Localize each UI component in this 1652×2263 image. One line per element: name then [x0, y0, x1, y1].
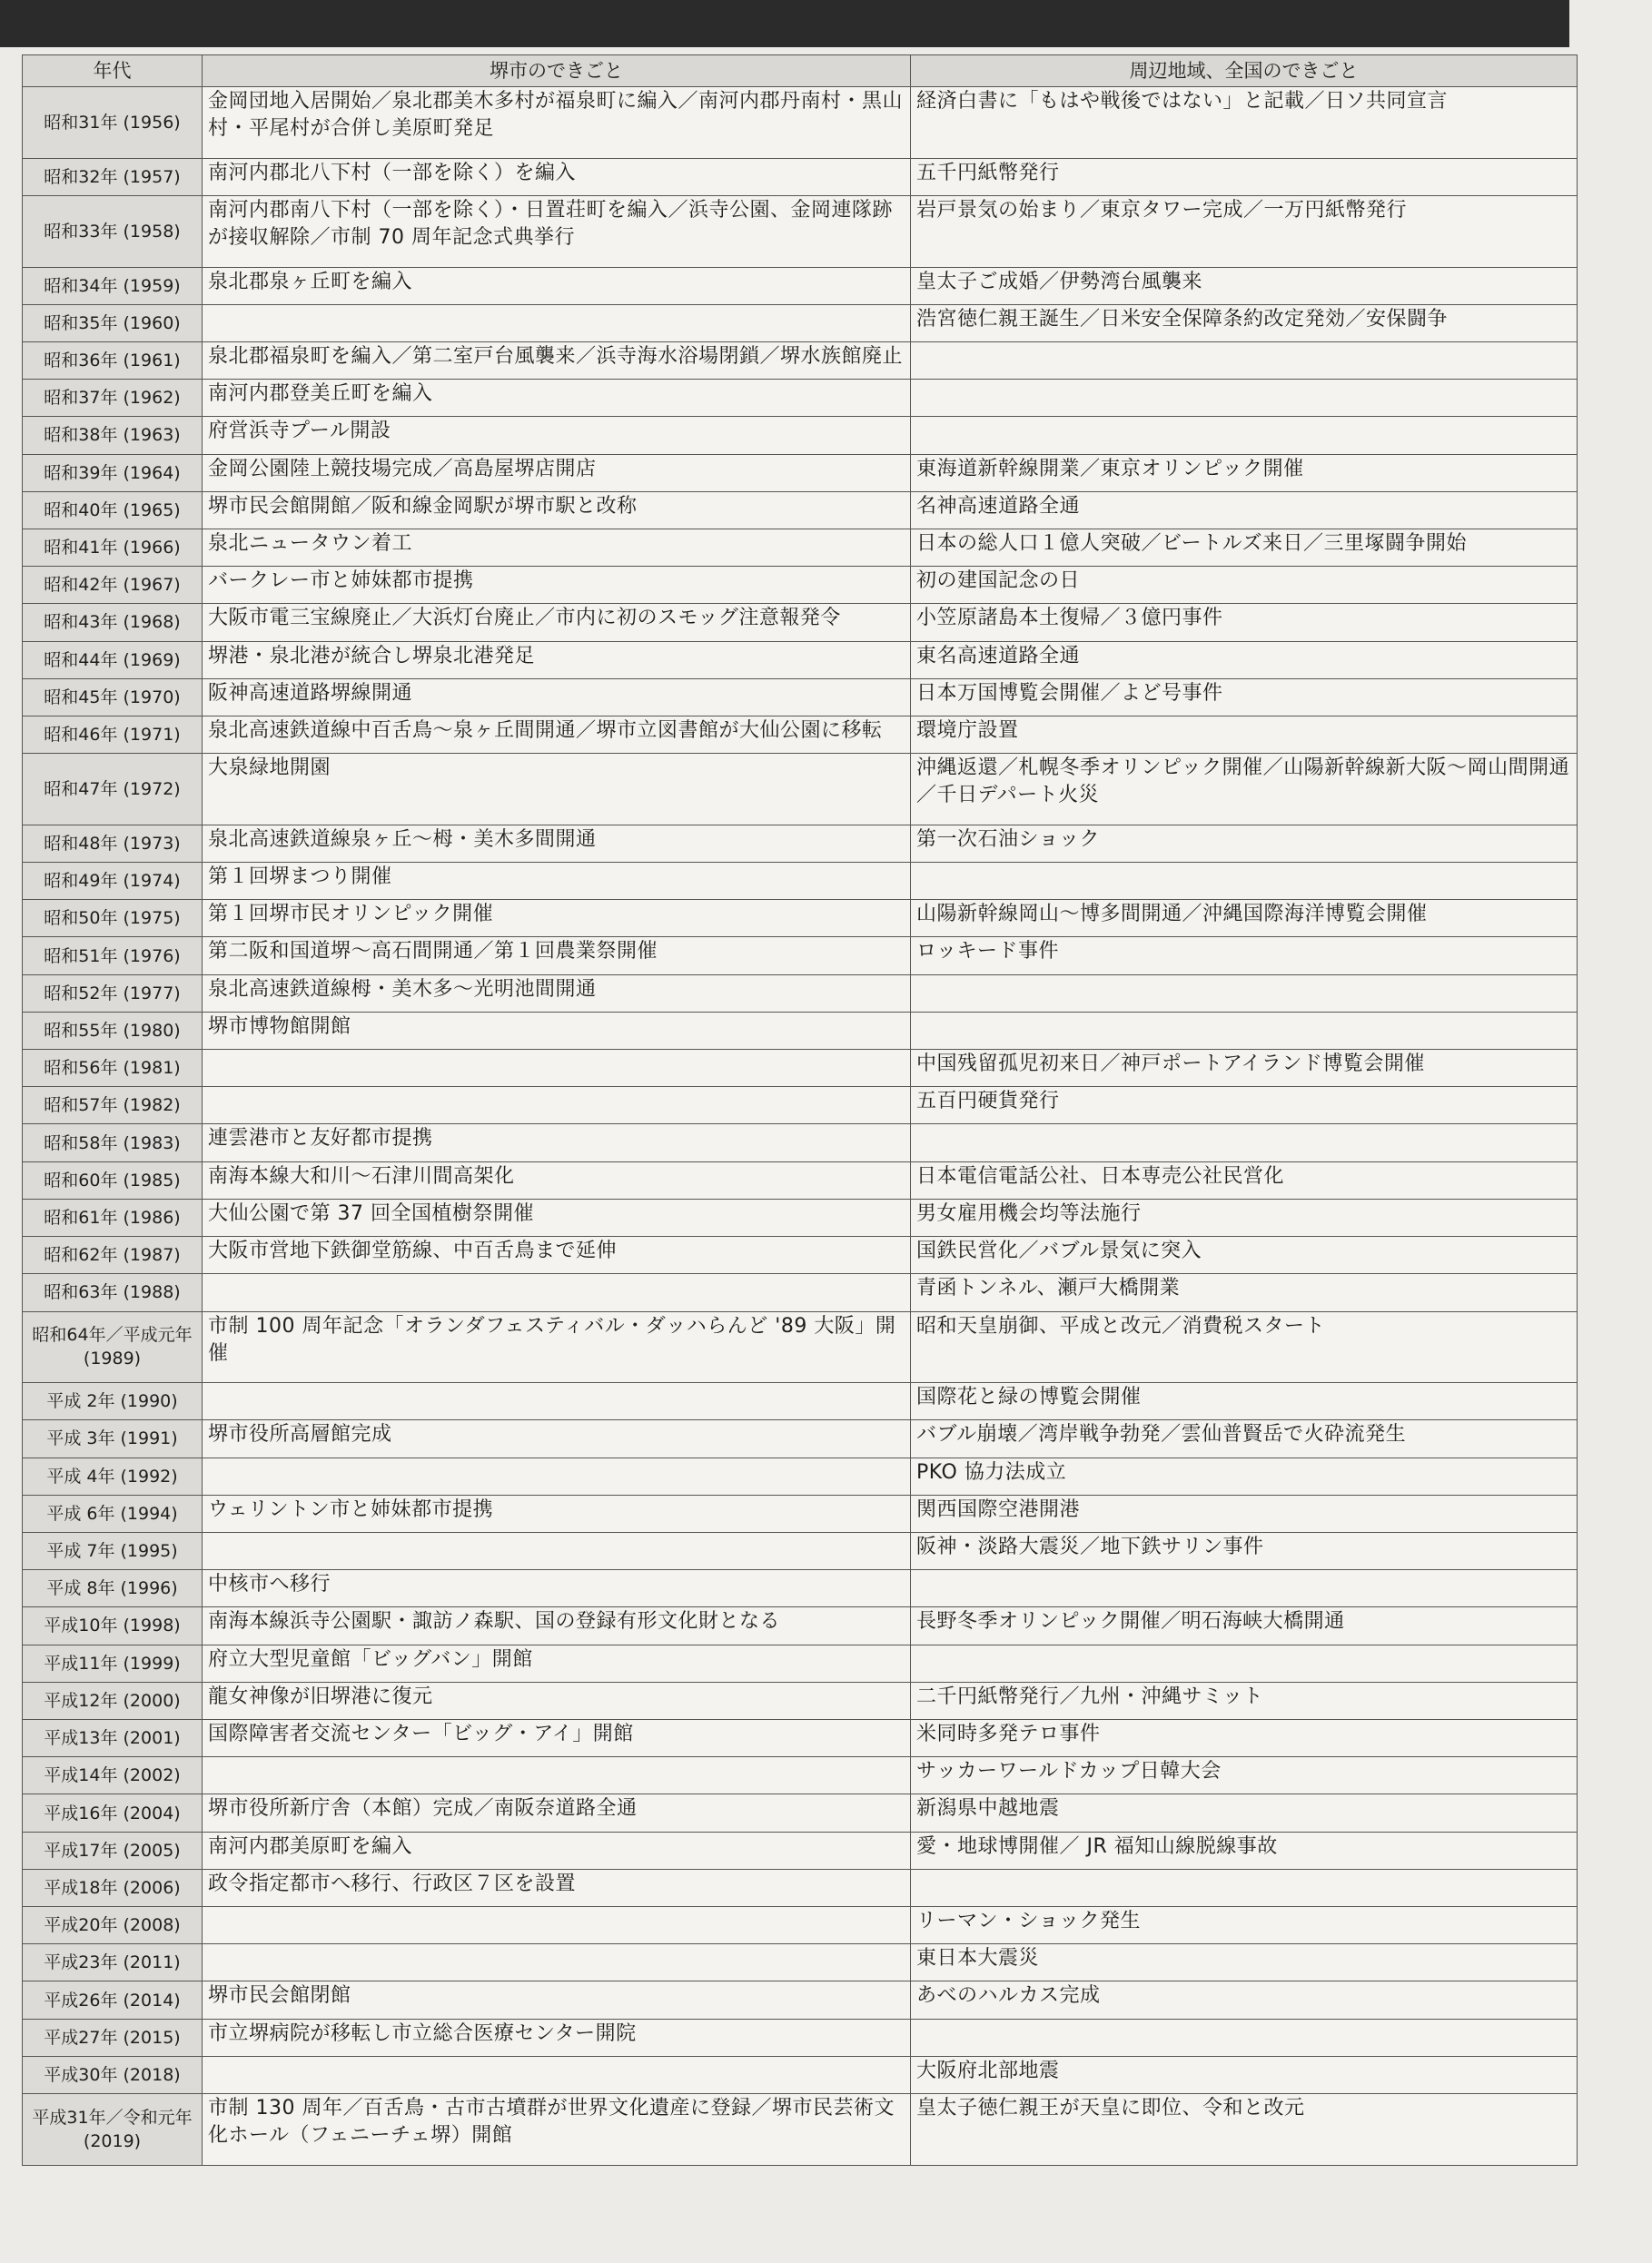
year-cell: 昭和56年 (1981): [23, 1050, 203, 1087]
table-row: [23, 2019, 1578, 2056]
year-cell: 平成27年 (2015): [23, 2019, 203, 2056]
top-dark-band: [0, 0, 1569, 47]
national-event-cell: [911, 974, 1578, 1012]
sakai-event-cell: 市立堺病院が移転し市立総合医療センター開院: [203, 2019, 911, 2056]
table-row: [23, 678, 1578, 716]
year-cell: 昭和47年 (1972): [23, 754, 203, 825]
year-cell: 昭和62年 (1987): [23, 1237, 203, 1274]
table-row: [23, 1124, 1578, 1161]
national-event-cell: 日本電信電話公社、日本専売公社民営化: [911, 1161, 1578, 1199]
table-row: [23, 1237, 1578, 1274]
table-row: [23, 1869, 1578, 1906]
table-row: [23, 304, 1578, 341]
sakai-event-cell: [203, 1383, 911, 1420]
table-row: [23, 341, 1578, 379]
year-cell: 昭和48年 (1973): [23, 825, 203, 862]
national-event-cell: 国鉄民営化／バブル景気に突入: [911, 1237, 1578, 1274]
table-row: [23, 1832, 1578, 1869]
year-cell: 昭和55年 (1980): [23, 1012, 203, 1049]
table-row: [23, 937, 1578, 974]
year-cell: 平成 2年 (1990): [23, 1383, 203, 1420]
national-event-cell: [911, 1869, 1578, 1906]
sakai-event-cell: 大阪市電三宝線廃止／大浜灯台廃止／市内に初のスモッグ注意報発令: [203, 604, 911, 641]
table-row: [23, 158, 1578, 195]
history-table-container: [22, 54, 1577, 2166]
table-row: [23, 267, 1578, 304]
table-row: [23, 1012, 1578, 1049]
year-cell: 平成23年 (2011): [23, 1944, 203, 1981]
sakai-event-cell: 中核市へ移行: [203, 1570, 911, 1607]
sakai-event-cell: [203, 1907, 911, 1944]
national-event-cell: [911, 1645, 1578, 1682]
year-cell: 昭和44年 (1969): [23, 641, 203, 678]
table-row: [23, 567, 1578, 604]
national-event-cell: [911, 1012, 1578, 1049]
year-cell: 昭和46年 (1971): [23, 716, 203, 753]
national-event-cell: 沖縄返還／札幌冬季オリンピック開催／山陽新幹線新大阪～岡山間開通／千日デパート火災: [911, 754, 1578, 825]
table-row: [23, 1274, 1578, 1311]
national-event-cell: 二千円紙幣発行／九州・沖縄サミット: [911, 1682, 1578, 1719]
national-event-cell: 新潟県中越地震: [911, 1794, 1578, 1832]
year-cell: 昭和36年 (1961): [23, 341, 203, 379]
national-event-cell: 山陽新幹線岡山～博多間開通／沖縄国際海洋博覧会開催: [911, 900, 1578, 937]
table-row: [23, 1420, 1578, 1458]
year-cell: 昭和34年 (1959): [23, 267, 203, 304]
table-row: [23, 604, 1578, 641]
sakai-event-cell: 龍女神像が旧堺港に復元: [203, 1682, 911, 1719]
year-cell: 昭和60年 (1985): [23, 1161, 203, 1199]
table-row: [23, 1757, 1578, 1794]
year-cell: 平成 8年 (1996): [23, 1570, 203, 1607]
national-event-cell: リーマン・ショック発生: [911, 1907, 1578, 1944]
national-event-cell: PKO 協力法成立: [911, 1458, 1578, 1495]
national-event-cell: 昭和天皇崩御、平成と改元／消費税スタート: [911, 1311, 1578, 1383]
national-event-cell: 五百円硬貨発行: [911, 1087, 1578, 1124]
table-row: [23, 974, 1578, 1012]
table-row: [23, 1532, 1578, 1569]
year-cell: 昭和63年 (1988): [23, 1274, 203, 1311]
year-cell: 平成12年 (2000): [23, 1682, 203, 1719]
national-event-cell: 阪神・淡路大震災／地下鉄サリン事件: [911, 1532, 1578, 1569]
year-cell: 昭和64年／平成元年 (1989): [23, 1311, 203, 1383]
sakai-event-cell: 泉北ニュータウン着工: [203, 529, 911, 566]
table-row: [23, 716, 1578, 753]
national-event-cell: 愛・地球博開催／ JR 福知山線脱線事故: [911, 1832, 1578, 1869]
year-cell: 昭和33年 (1958): [23, 195, 203, 267]
year-cell: 昭和32年 (1957): [23, 158, 203, 195]
year-cell: 平成 7年 (1995): [23, 1532, 203, 1569]
sakai-event-cell: [203, 1087, 911, 1124]
table-row: [23, 1383, 1578, 1420]
sakai-event-cell: 国際障害者交流センター「ビッグ・アイ」開館: [203, 1720, 911, 1757]
national-event-cell: [911, 341, 1578, 379]
sakai-event-cell: [203, 1274, 911, 1311]
year-cell: 平成 4年 (1992): [23, 1458, 203, 1495]
national-event-cell: 青函トンネル、瀬戸大橋開業: [911, 1274, 1578, 1311]
sakai-event-cell: 泉北郡福泉町を編入／第二室戸台風襲来／浜寺海水浴場閉鎖／堺水族館廃止: [203, 341, 911, 379]
national-event-cell: 初の建国記念の日: [911, 567, 1578, 604]
year-cell: 昭和42年 (1967): [23, 567, 203, 604]
sakai-event-cell: ウェリントン市と姉妹都市提携: [203, 1495, 911, 1532]
sakai-event-cell: 第１回堺市民オリンピック開催: [203, 900, 911, 937]
table-row: [23, 641, 1578, 678]
year-cell: 平成11年 (1999): [23, 1645, 203, 1682]
year-cell: 平成10年 (1998): [23, 1607, 203, 1645]
sakai-event-cell: 市制 130 周年／百舌鳥・古市古墳群が世界文化遺産に登録／堺市民芸術文化ホール（フェニーチェ堺）開館: [203, 2094, 911, 2166]
sakai-event-cell: 南河内郡南八下村（一部を除く）・日置荘町を編入／浜寺公園、金岡連隊跡が接収解除／市制 70 周年記念式典挙行: [203, 195, 911, 267]
national-event-cell: 第一次石油ショック: [911, 825, 1578, 862]
table-row: [23, 825, 1578, 862]
national-event-cell: [911, 863, 1578, 900]
sakai-event-cell: 堺市民会館開館／阪和線金岡駅が堺市駅と改称: [203, 491, 911, 529]
year-cell: 昭和37年 (1962): [23, 380, 203, 417]
table-row: [23, 87, 1578, 159]
sakai-event-cell: [203, 1458, 911, 1495]
national-event-cell: 関西国際空港開港: [911, 1495, 1578, 1532]
table-row: [23, 1645, 1578, 1682]
header-year: 年代: [23, 55, 203, 87]
table-row: [23, 1311, 1578, 1383]
sakai-event-cell: 堺市博物館開館: [203, 1012, 911, 1049]
table-row: [23, 1570, 1578, 1607]
year-cell: 平成16年 (2004): [23, 1794, 203, 1832]
sakai-event-cell: 泉北高速鉄道線泉ヶ丘～栂・美木多間開通: [203, 825, 911, 862]
sakai-event-cell: [203, 1050, 911, 1087]
national-event-cell: 小笠原諸島本土復帰／３億円事件: [911, 604, 1578, 641]
national-event-cell: 東名高速道路全通: [911, 641, 1578, 678]
year-cell: 昭和45年 (1970): [23, 678, 203, 716]
national-event-cell: 東日本大震災: [911, 1944, 1578, 1981]
national-event-cell: 中国残留孤児初来日／神戸ポートアイランド博覧会開催: [911, 1050, 1578, 1087]
table-row: [23, 1087, 1578, 1124]
sakai-event-cell: 大泉緑地開園: [203, 754, 911, 825]
year-cell: 平成26年 (2014): [23, 1981, 203, 2019]
national-event-cell: 男女雇用機会均等法施行: [911, 1199, 1578, 1236]
table-row: [23, 863, 1578, 900]
national-event-cell: 名神高速道路全通: [911, 491, 1578, 529]
year-cell: 平成31年／令和元年 (2019): [23, 2094, 203, 2166]
table-row: [23, 454, 1578, 491]
table-row: [23, 1720, 1578, 1757]
sakai-event-cell: 南海本線浜寺公園駅・諏訪ノ森駅、国の登録有形文化財となる: [203, 1607, 911, 1645]
table-row: [23, 491, 1578, 529]
sakai-event-cell: 政令指定都市へ移行、行政区７区を設置: [203, 1869, 911, 1906]
sakai-event-cell: バークレー市と姉妹都市提携: [203, 567, 911, 604]
national-event-cell: あべのハルカス完成: [911, 1981, 1578, 2019]
table-row: [23, 1907, 1578, 1944]
sakai-event-cell: 堺市役所新庁舎（本館）完成／南阪奈道路全通: [203, 1794, 911, 1832]
national-event-cell: 岩戸景気の始まり／東京タワー完成／一万円紙幣発行: [911, 195, 1578, 267]
header-national-events: 周辺地域、全国のできごと: [911, 55, 1578, 87]
table-row: [23, 1050, 1578, 1087]
national-event-cell: 長野冬季オリンピック開催／明石海峡大橋開通: [911, 1607, 1578, 1645]
table-row: [23, 1682, 1578, 1719]
sakai-event-cell: 金岡公園陸上競技場完成／高島屋堺店開店: [203, 454, 911, 491]
table-row: [23, 1794, 1578, 1832]
national-event-cell: サッカーワールドカップ日韓大会: [911, 1757, 1578, 1794]
sakai-event-cell: [203, 2056, 911, 2093]
sakai-event-cell: [203, 1944, 911, 1981]
sakai-event-cell: 大仙公園で第 37 回全国植樹祭開催: [203, 1199, 911, 1236]
national-event-cell: 東海道新幹線開業／東京オリンピック開催: [911, 454, 1578, 491]
sakai-event-cell: 泉北高速鉄道線中百舌鳥～泉ヶ丘間開通／堺市立図書館が大仙公園に移転: [203, 716, 911, 753]
sakai-event-cell: 泉北郡泉ヶ丘町を編入: [203, 267, 911, 304]
national-event-cell: 日本の総人口１億人突破／ビートルズ来日／三里塚闘争開始: [911, 529, 1578, 566]
history-table: [22, 54, 1578, 2166]
year-cell: 昭和43年 (1968): [23, 604, 203, 641]
year-cell: 昭和39年 (1964): [23, 454, 203, 491]
year-cell: 平成30年 (2018): [23, 2056, 203, 2093]
table-row: [23, 380, 1578, 417]
national-event-cell: 五千円紙幣発行: [911, 158, 1578, 195]
sakai-event-cell: 府営浜寺プール開設: [203, 417, 911, 454]
sakai-event-cell: 大阪市営地下鉄御堂筋線、中百舌鳥まで延伸: [203, 1237, 911, 1274]
sakai-event-cell: 金岡団地入居開始／泉北郡美木多村が福泉町に編入／南河内郡丹南村・黒山村・平尾村が合併し美原町発足: [203, 87, 911, 159]
table-row: [23, 1495, 1578, 1532]
table-row: [23, 754, 1578, 825]
table-row: [23, 1944, 1578, 1981]
table-row: [23, 1199, 1578, 1236]
table-row: [23, 1607, 1578, 1645]
year-cell: 昭和61年 (1986): [23, 1199, 203, 1236]
table-row: [23, 1981, 1578, 2019]
sakai-event-cell: 南河内郡登美丘町を編入: [203, 380, 911, 417]
national-event-cell: 国際花と緑の博覧会開催: [911, 1383, 1578, 1420]
year-cell: 昭和49年 (1974): [23, 863, 203, 900]
table-body: [23, 87, 1578, 2166]
sakai-event-cell: 堺市役所高層館完成: [203, 1420, 911, 1458]
year-cell: 昭和57年 (1982): [23, 1087, 203, 1124]
table-row: [23, 529, 1578, 566]
year-cell: 昭和52年 (1977): [23, 974, 203, 1012]
sakai-event-cell: 泉北高速鉄道線栂・美木多～光明池間開通: [203, 974, 911, 1012]
year-cell: 昭和38年 (1963): [23, 417, 203, 454]
national-event-cell: 日本万国博覧会開催／よど号事件: [911, 678, 1578, 716]
table-row: [23, 1161, 1578, 1199]
sakai-event-cell: [203, 1757, 911, 1794]
year-cell: 平成14年 (2002): [23, 1757, 203, 1794]
national-event-cell: 大阪府北部地震: [911, 2056, 1578, 2093]
header-sakai-events: 堺市のできごと: [203, 55, 911, 87]
table-row: [23, 2094, 1578, 2166]
sakai-event-cell: 市制 100 周年記念「オランダフェスティバル・ダッハらんど '89 大阪」開催: [203, 1311, 911, 1383]
year-cell: 昭和50年 (1975): [23, 900, 203, 937]
national-event-cell: 環境庁設置: [911, 716, 1578, 753]
year-cell: 昭和41年 (1966): [23, 529, 203, 566]
sakai-event-cell: 連雲港市と友好都市提携: [203, 1124, 911, 1161]
table-row: [23, 195, 1578, 267]
table-row: [23, 1458, 1578, 1495]
national-event-cell: [911, 1124, 1578, 1161]
national-event-cell: 皇太子徳仁親王が天皇に即位、令和と改元: [911, 2094, 1578, 2166]
national-event-cell: 経済白書に「もはや戦後ではない」と記載／日ソ共同宣言: [911, 87, 1578, 159]
table-row: [23, 900, 1578, 937]
national-event-cell: ロッキード事件: [911, 937, 1578, 974]
sakai-event-cell: 阪神高速道路堺線開通: [203, 678, 911, 716]
national-event-cell: [911, 380, 1578, 417]
table-header-row: [23, 55, 1578, 87]
table-row: [23, 2056, 1578, 2093]
year-cell: 平成13年 (2001): [23, 1720, 203, 1757]
table-row: [23, 417, 1578, 454]
national-event-cell: 浩宮徳仁親王誕生／日米安全保障条約改定発効／安保闘争: [911, 304, 1578, 341]
sakai-event-cell: 南河内郡美原町を編入: [203, 1832, 911, 1869]
sakai-event-cell: 堺市民会館閉館: [203, 1981, 911, 2019]
sakai-event-cell: 第１回堺まつり開催: [203, 863, 911, 900]
year-cell: 平成17年 (2005): [23, 1832, 203, 1869]
year-cell: 昭和35年 (1960): [23, 304, 203, 341]
sakai-event-cell: [203, 304, 911, 341]
year-cell: 平成 3年 (1991): [23, 1420, 203, 1458]
sakai-event-cell: 南海本線大和川～石津川間高架化: [203, 1161, 911, 1199]
year-cell: 昭和51年 (1976): [23, 937, 203, 974]
year-cell: 平成18年 (2006): [23, 1869, 203, 1906]
year-cell: 昭和31年 (1956): [23, 87, 203, 159]
national-event-cell: バブル崩壊／湾岸戦争勃発／雲仙普賢岳で火砕流発生: [911, 1420, 1578, 1458]
sakai-event-cell: 南河内郡北八下村（一部を除く）を編入: [203, 158, 911, 195]
year-cell: 昭和58年 (1983): [23, 1124, 203, 1161]
sakai-event-cell: [203, 1532, 911, 1569]
national-event-cell: 皇太子ご成婚／伊勢湾台風襲来: [911, 267, 1578, 304]
national-event-cell: [911, 2019, 1578, 2056]
sakai-event-cell: 府立大型児童館「ビッグバン」開館: [203, 1645, 911, 1682]
year-cell: 平成 6年 (1994): [23, 1495, 203, 1532]
national-event-cell: [911, 1570, 1578, 1607]
year-cell: 平成20年 (2008): [23, 1907, 203, 1944]
year-cell: 昭和40年 (1965): [23, 491, 203, 529]
sakai-event-cell: 堺港・泉北港が統合し堺泉北港発足: [203, 641, 911, 678]
national-event-cell: [911, 417, 1578, 454]
sakai-event-cell: 第二阪和国道堺～高石間開通／第１回農業祭開催: [203, 937, 911, 974]
national-event-cell: 米同時多発テロ事件: [911, 1720, 1578, 1757]
